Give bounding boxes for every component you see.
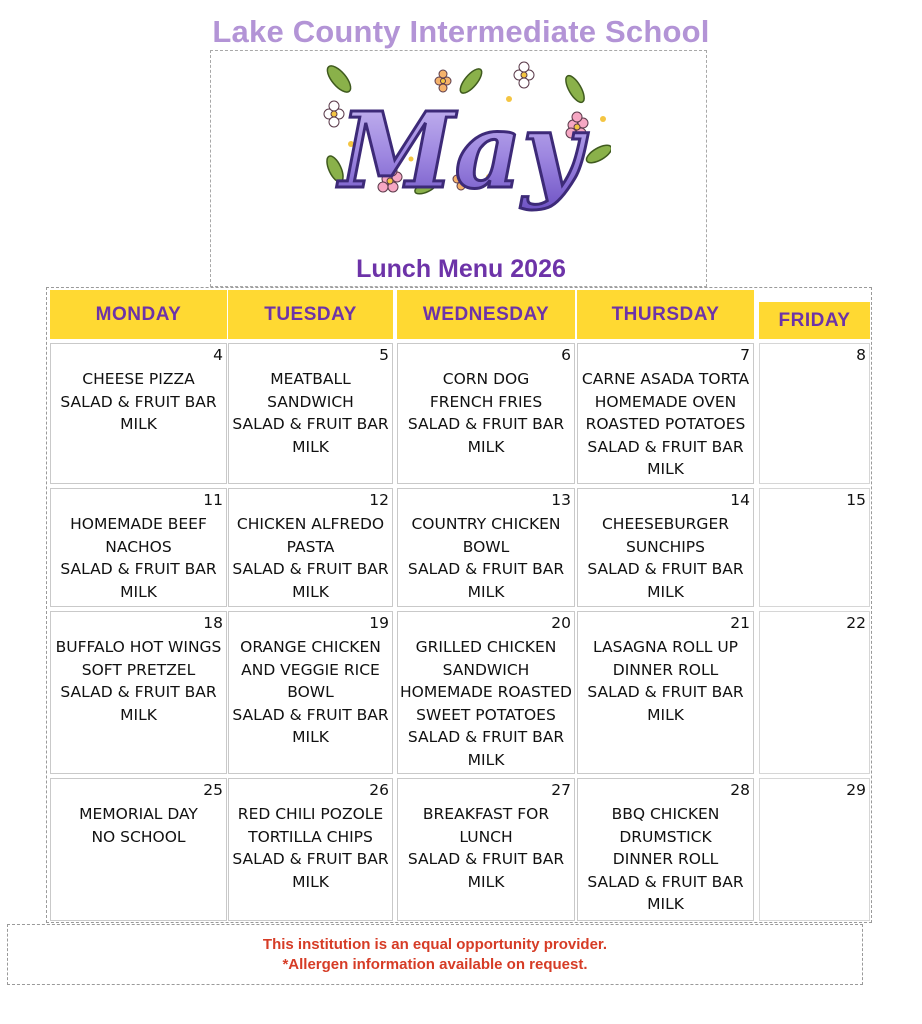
menu-item: MILK	[647, 895, 684, 914]
menu-item: SOFT PRETZEL	[81, 660, 196, 679]
day-cell	[577, 611, 754, 774]
menu-items	[51, 636, 226, 726]
day-cell	[228, 343, 393, 484]
menu-item: LASAGNA ROLL UP	[592, 638, 739, 656]
day-cell	[228, 778, 393, 921]
menu-item: NO SCHOOL	[91, 827, 186, 846]
day-number: 14	[730, 491, 750, 509]
menu-items	[229, 513, 392, 603]
menu-item: BUFFALO HOT WINGS	[55, 638, 222, 656]
footer-notice	[7, 924, 863, 985]
menu-items	[398, 368, 574, 458]
day-number: 7	[740, 346, 750, 364]
day-number: 13	[551, 491, 571, 509]
menu-item: SALAD & FRUIT BAR	[60, 683, 217, 702]
menu-item: SALAD & FRUIT BAR	[407, 728, 565, 747]
menu-item: SWEET POTATOES	[416, 705, 556, 724]
menu-item: SALAD & FRUIT BAR	[232, 850, 389, 869]
menu-item: BOWL	[462, 537, 510, 556]
menu-item: SALAD & FRUIT BAR	[407, 850, 565, 869]
menu-item: MILK	[467, 872, 505, 891]
menu-item: MILK	[647, 582, 684, 601]
day-cell	[759, 611, 870, 774]
menu-item: LUNCH	[459, 827, 513, 846]
day-number: 15	[846, 491, 866, 509]
menu-item: HOMEMADE BEEF	[70, 515, 207, 533]
day-number: 19	[369, 614, 389, 632]
day-number: 20	[551, 614, 571, 632]
menu-item: CARNE ASADA TORTA	[581, 370, 750, 388]
day-cell	[228, 611, 393, 774]
day-number: 25	[203, 781, 223, 799]
menu-item: DRUMSTICK	[619, 827, 712, 846]
menu-item: MILK	[647, 460, 684, 479]
day-cell	[759, 343, 870, 484]
menu-items	[578, 636, 753, 726]
menu-item: SALAD & FRUIT BAR	[60, 560, 217, 579]
menu-item: RED CHILI POZOLE	[237, 805, 384, 823]
menu-item: MILK	[292, 437, 329, 456]
day-cell	[577, 488, 754, 607]
day-cell	[50, 488, 227, 607]
menu-item: MILK	[292, 728, 329, 747]
menu-item: SALAD & FRUIT BAR	[407, 560, 565, 579]
day-cell	[759, 488, 870, 607]
menu-items	[229, 803, 392, 893]
lunch-calendar	[46, 287, 872, 923]
menu-items	[51, 368, 226, 436]
menu-item: AND VEGGIE RICE	[241, 660, 380, 679]
menu-items	[398, 636, 574, 772]
day-number: 21	[730, 614, 750, 632]
menu-item: SANDWICH	[267, 392, 354, 411]
menu-item: BOWL	[287, 683, 334, 702]
day-number: 28	[730, 781, 750, 799]
menu-item: SALAD & FRUIT BAR	[587, 437, 744, 456]
menu-item: SALAD & FRUIT BAR	[407, 415, 565, 434]
day-number: 4	[213, 346, 223, 364]
menu-item: MILK	[120, 582, 157, 601]
allergen-line: *Allergen information available on request.	[282, 956, 588, 973]
day-cell	[397, 488, 575, 607]
day-cell	[577, 343, 754, 484]
day-cell	[397, 778, 575, 921]
menu-subtitle: Lunch Menu 2026	[356, 255, 566, 283]
menu-items	[398, 803, 574, 893]
day-header-wednesday: WEDNESDAY	[397, 290, 575, 339]
menu-item: CORN DOG	[442, 370, 530, 388]
menu-items	[51, 803, 226, 848]
menu-items	[578, 803, 753, 916]
menu-item: PASTA	[286, 537, 335, 556]
day-header-thursday: THURSDAY	[577, 290, 754, 339]
day-number: 12	[369, 491, 389, 509]
day-cell	[50, 778, 227, 921]
day-header-friday: FRIDAY	[759, 302, 870, 339]
day-number: 29	[846, 781, 866, 799]
menu-item: MILK	[120, 415, 157, 434]
menu-item: COUNTRY CHICKEN	[411, 515, 561, 533]
menu-item: NACHOS	[105, 537, 172, 556]
menu-item: CHEESE PIZZA	[82, 370, 195, 388]
menu-item: ROASTED POTATOES	[585, 415, 746, 434]
menu-item: CHICKEN ALFREDO	[236, 515, 385, 533]
day-header-tuesday: TUESDAY	[228, 290, 393, 339]
menu-item: SUNCHIPS	[625, 537, 705, 556]
menu-items	[398, 513, 574, 603]
may-logo-lettering: May	[339, 89, 583, 212]
menu-item: MILK	[467, 750, 505, 769]
menu-item: SALAD & FRUIT BAR	[232, 415, 389, 434]
menu-item: MILK	[647, 705, 684, 724]
menu-item: FRENCH FRIES	[429, 392, 543, 411]
menu-item: SALAD & FRUIT BAR	[232, 705, 389, 724]
menu-item: SALAD & FRUIT BAR	[587, 560, 744, 579]
menu-item: MILK	[120, 705, 157, 724]
menu-item: SALAD & FRUIT BAR	[587, 683, 744, 702]
day-cell	[577, 778, 754, 921]
menu-items	[51, 513, 226, 603]
day-number: 11	[203, 491, 223, 509]
menu-item: SANDWICH	[442, 660, 530, 679]
day-cell	[397, 611, 575, 774]
menu-item: MILK	[467, 582, 505, 601]
menu-item: CHEESEBURGER	[601, 515, 730, 533]
day-cell	[228, 488, 393, 607]
menu-items	[229, 368, 392, 458]
day-number: 26	[369, 781, 389, 799]
menu-item: HOMEMADE ROASTED	[400, 683, 572, 702]
menu-item: DINNER ROLL	[612, 660, 719, 679]
day-number: 5	[379, 346, 389, 364]
menu-item: MEMORIAL DAY	[79, 805, 198, 823]
menu-item: SALAD & FRUIT BAR	[60, 392, 217, 411]
menu-item: MILK	[467, 437, 505, 456]
menu-items	[578, 368, 753, 481]
menu-item: DINNER ROLL	[612, 850, 719, 869]
school-title: Lake County Intermediate School	[212, 14, 710, 49]
menu-item: MILK	[292, 872, 329, 891]
may-flower-illustration	[311, 59, 611, 259]
menu-item: BBQ CHICKEN	[611, 805, 720, 823]
menu-item: MEATBALL	[270, 370, 351, 388]
day-number: 6	[561, 346, 571, 364]
menu-item: ORANGE CHICKEN	[240, 638, 381, 656]
day-number: 27	[551, 781, 571, 799]
day-cell	[397, 343, 575, 484]
menu-item: GRILLED CHICKEN	[415, 638, 557, 656]
menu-item: BREAKFAST FOR	[422, 805, 550, 823]
day-header-monday: MONDAY	[50, 290, 227, 339]
month-logo-box	[210, 50, 707, 287]
day-number: 18	[203, 614, 223, 632]
menu-item: HOMEMADE OVEN	[594, 392, 737, 411]
day-cell	[50, 343, 227, 484]
equal-opportunity-line: This institution is an equal opportunity provider.	[262, 936, 608, 953]
menu-item: TORTILLA CHIPS	[248, 827, 373, 846]
day-cell	[759, 778, 870, 921]
menu-items	[578, 513, 753, 603]
menu-items	[229, 636, 392, 749]
menu-item: SALAD & FRUIT BAR	[587, 872, 744, 891]
day-cell	[50, 611, 227, 774]
day-number: 22	[846, 614, 866, 632]
menu-item: SALAD & FRUIT BAR	[232, 560, 389, 579]
day-number: 8	[856, 346, 866, 364]
menu-item: MILK	[292, 582, 329, 601]
